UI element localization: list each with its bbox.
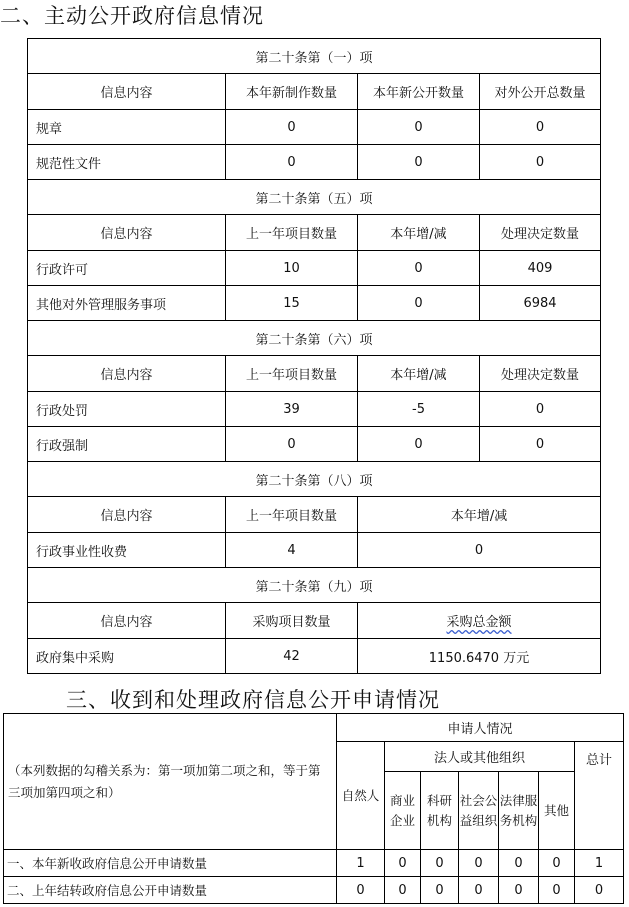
- block-heading: 第二十条第（八）项: [28, 462, 601, 497]
- table-row: [28, 110, 601, 145]
- table-row: [28, 639, 601, 674]
- cell-value: 409: [480, 251, 601, 286]
- org-type-header: 其他: [539, 772, 575, 850]
- cell-value: 0: [358, 533, 601, 568]
- row-label: 其他对外管理服务事项: [28, 286, 226, 321]
- column-header: 上一年项目数量: [226, 356, 358, 392]
- cell-value: 39: [226, 392, 358, 427]
- cell-value: 0: [226, 427, 358, 462]
- cell-value: 0: [480, 392, 601, 427]
- row-label: 政府集中采购: [28, 639, 226, 674]
- block-heading: 第二十条第（六）项: [28, 321, 601, 356]
- org-type-header: 商业企业: [385, 772, 421, 850]
- cell-value: 0: [539, 877, 575, 904]
- column-header: 本年增/减: [358, 356, 480, 392]
- cell-value: 0: [385, 877, 421, 904]
- row-label: 行政处罚: [28, 392, 226, 427]
- cell-value: 0: [421, 877, 459, 904]
- cell-value: 0: [459, 877, 499, 904]
- table-row: [28, 145, 601, 180]
- org-type-header: 法律服务机构: [499, 772, 539, 850]
- cell-value: 15: [226, 286, 358, 321]
- applicant-header: 申请人情况: [337, 714, 624, 742]
- cell-value: 6984: [480, 286, 601, 321]
- section-3-title: 三、收到和处理政府信息公开申请情况: [66, 688, 440, 712]
- org-type-header: 社会公益组织: [459, 772, 499, 850]
- block-heading: 第二十条第（五）项: [28, 180, 601, 215]
- row-label: 一、本年新收政府信息公开申请数量: [4, 850, 337, 877]
- cell-value: 0: [459, 850, 499, 877]
- block-heading: 第二十条第（一）项: [28, 39, 601, 74]
- application-table: [3, 713, 624, 904]
- row-label: 行政强制: [28, 427, 226, 462]
- cell-value: 0: [480, 427, 601, 462]
- cell-value: 0: [358, 427, 480, 462]
- cell-value: 0: [358, 145, 480, 180]
- procurement-total-label: 采购总金额: [446, 615, 512, 630]
- cell-value: 0: [421, 850, 459, 877]
- cell-value: 0: [499, 850, 539, 877]
- cell-value: 0: [358, 110, 480, 145]
- table-row: [28, 251, 601, 286]
- column-header: 本年增/减: [358, 497, 601, 533]
- cell-value: 0: [358, 251, 480, 286]
- cell-value: 0: [385, 850, 421, 877]
- proactive-disclosure-table: [27, 38, 601, 674]
- column-header: 信息内容: [28, 603, 226, 639]
- cell-value: 0: [358, 286, 480, 321]
- cell-value: 0: [480, 145, 601, 180]
- block-heading: 第二十条第（九）项: [28, 568, 601, 603]
- column-header: 对外公开总数量: [480, 74, 601, 110]
- row-label: 规章: [28, 110, 226, 145]
- column-header: 本年新公开数量: [358, 74, 480, 110]
- table-row: [4, 877, 624, 904]
- table-row: [28, 392, 601, 427]
- relationship-note: （本列数据的勾稽关系为：第一项加第二项之和，等于第三项加第四项之和）: [4, 714, 337, 850]
- column-header: 信息内容: [28, 356, 226, 392]
- cell-value: 1150.6470 万元: [358, 639, 601, 674]
- cell-value: 1: [575, 850, 624, 877]
- column-header: 处理决定数量: [480, 356, 601, 392]
- table-row: [28, 533, 601, 568]
- column-header: 本年增/减: [358, 215, 480, 251]
- column-header: 采购项目数量: [226, 603, 358, 639]
- cell-value: 0: [499, 877, 539, 904]
- row-label: 二、上年结转政府信息公开申请数量: [4, 877, 337, 904]
- cell-value: 0: [575, 877, 624, 904]
- row-label: 行政许可: [28, 251, 226, 286]
- column-header: 处理决定数量: [480, 215, 601, 251]
- column-header: 本年新制作数量: [226, 74, 358, 110]
- table-row: [28, 427, 601, 462]
- column-header: [358, 603, 601, 639]
- cell-value: 0: [337, 877, 385, 904]
- org-type-header: 科研机构: [421, 772, 459, 850]
- natural-person-header: 自然人: [337, 742, 385, 850]
- table-row: [4, 850, 624, 877]
- cell-value: 10: [226, 251, 358, 286]
- cell-value: -5: [358, 392, 480, 427]
- row-label: 行政事业性收费: [28, 533, 226, 568]
- cell-value: 0: [539, 850, 575, 877]
- legal-org-header: 法人或其他组织: [385, 742, 575, 772]
- column-header: 上一年项目数量: [226, 497, 358, 533]
- cell-value: 42: [226, 639, 358, 674]
- cell-value: 1: [337, 850, 385, 877]
- table-row: [28, 286, 601, 321]
- cell-value: 0: [480, 110, 601, 145]
- column-header: 信息内容: [28, 215, 226, 251]
- cell-value: 4: [226, 533, 358, 568]
- cell-value: 0: [226, 145, 358, 180]
- column-header: 上一年项目数量: [226, 215, 358, 251]
- column-header: 信息内容: [28, 74, 226, 110]
- cell-value: 0: [226, 110, 358, 145]
- total-header: 总计: [575, 742, 624, 850]
- section-2-title: 二、主动公开政府信息情况: [0, 4, 264, 28]
- row-label: 规范性文件: [28, 145, 226, 180]
- column-header: 信息内容: [28, 497, 226, 533]
